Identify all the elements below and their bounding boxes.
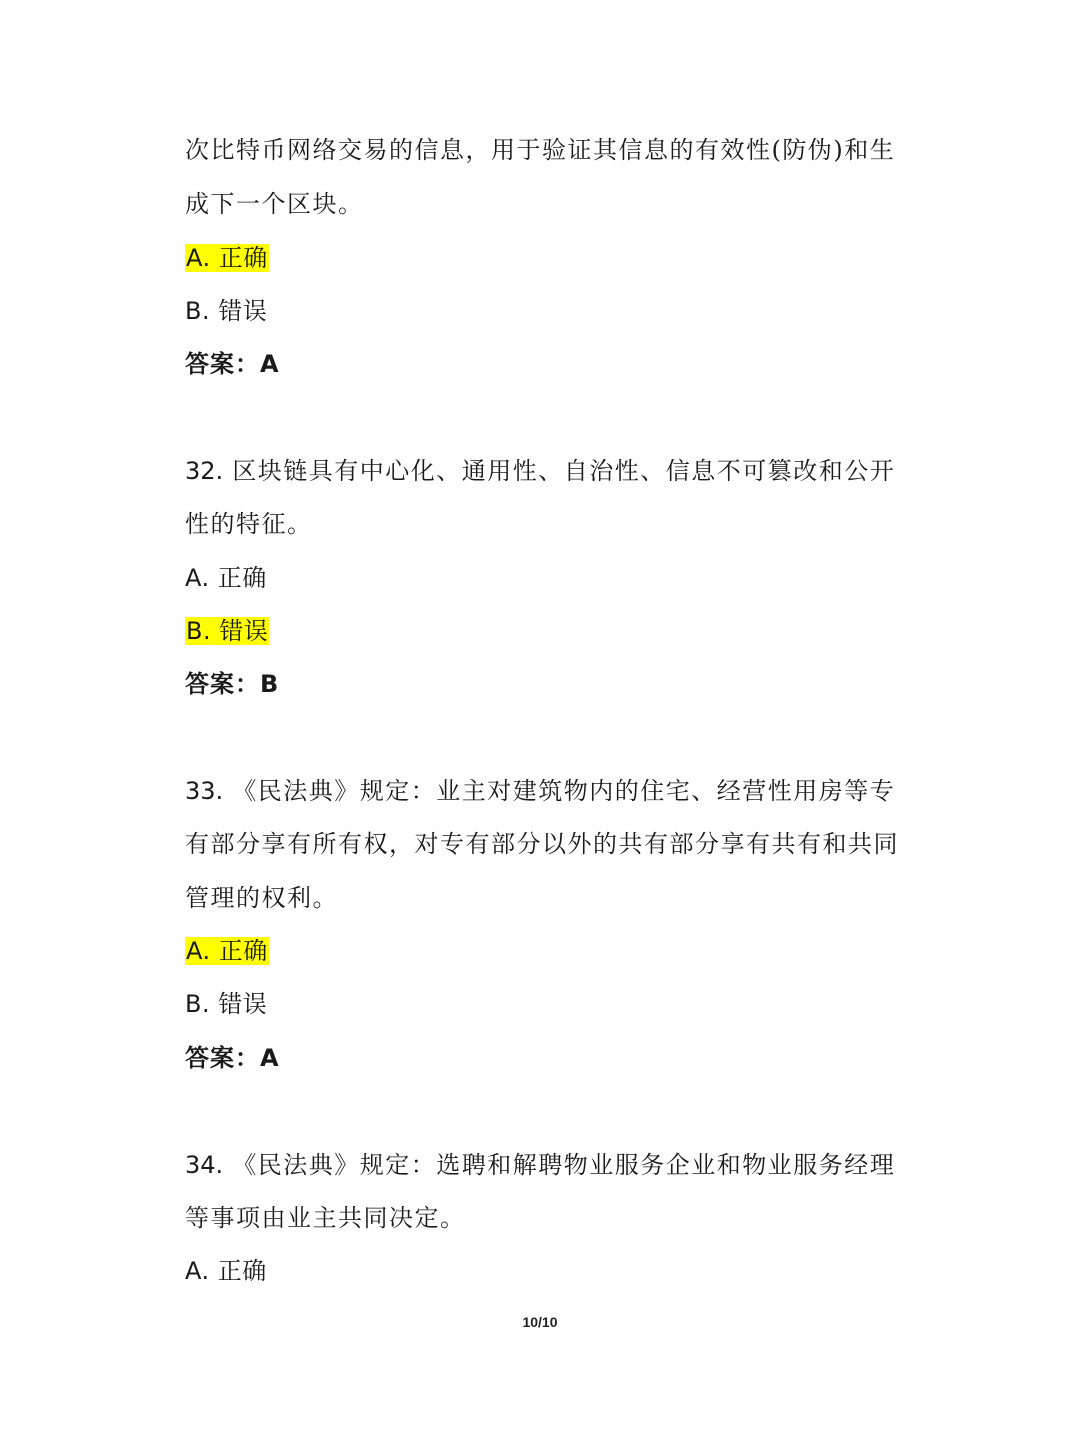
q33-text-line-2: 有部分享有所有权，对专有部分以外的共有部分享有共有和共同 <box>185 830 899 858</box>
q33-text-line-1 <box>185 776 895 806</box>
q31-option-b: B. 错误 <box>185 297 268 325</box>
q33-answer: 答案：A <box>185 1044 280 1072</box>
q34-text-line-2: 等事项由业主共同决定。 <box>185 1204 466 1232</box>
q33-option-a <box>185 936 269 966</box>
q33-option-a-highlight: A. 正确 <box>186 937 268 965</box>
q34-option-a: A. 正确 <box>185 1257 267 1285</box>
q32-option-a: A. 正确 <box>185 564 267 592</box>
q32-text-line-2: 性的特征。 <box>185 510 313 538</box>
q33-text-line-3: 管理的权利。 <box>185 884 338 912</box>
q33-number: 33. <box>185 777 224 805</box>
q32-text-line-1 <box>185 456 895 486</box>
q33-option-b: B. 错误 <box>185 990 268 1018</box>
q32-option-b-highlight: B. 错误 <box>186 617 269 645</box>
page-number: 10/10 <box>522 1314 558 1330</box>
q31-option-a <box>185 243 269 273</box>
q31-text-line-2: 成下一个区块。 <box>185 190 364 218</box>
q32-option-b <box>185 616 269 646</box>
q31-answer: 答案：A <box>185 350 280 378</box>
q31-option-a-highlight: A. 正确 <box>186 244 268 272</box>
q34-number: 34. <box>185 1151 224 1179</box>
q34-text-line-1 <box>185 1150 895 1180</box>
q34-text: 《民法典》规定：选聘和解聘物业服务企业和物业服务经理 <box>232 1151 896 1179</box>
q33-text: 《民法典》规定：业主对建筑物内的住宅、经营性用房等专 <box>232 777 896 805</box>
q32-answer: 答案：B <box>185 670 280 698</box>
q31-text-line-1: 次比特币网络交易的信息，用于验证其信息的有效性(防伪)和生 <box>185 136 896 164</box>
q32-number: 32. <box>185 457 224 485</box>
q32-text: 区块链具有中心化、通用性、自治性、信息不可篡改和公开 <box>232 457 896 485</box>
